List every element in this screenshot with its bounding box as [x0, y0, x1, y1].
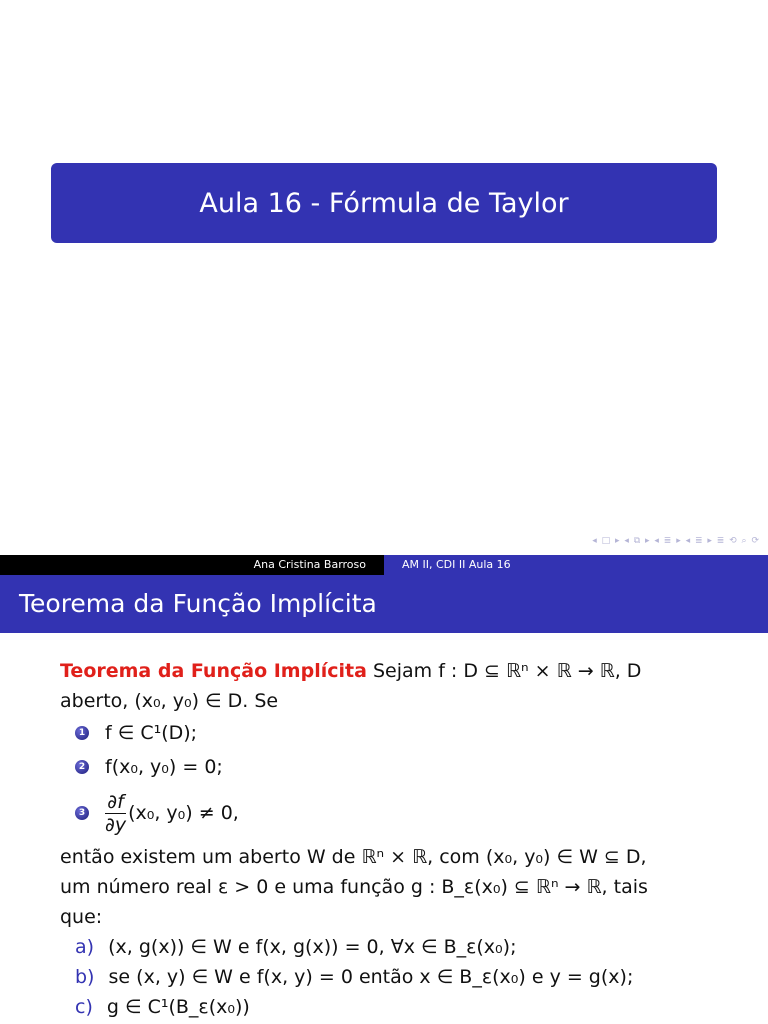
item-text: se (x, y) ∈ W e f(x, y) = 0 então x ∈ B_ε(x₀) e y = g(x); — [108, 966, 634, 988]
fraction-numerator: ∂f — [107, 790, 124, 813]
theorem-intro-line-2: aberto, (x₀, y₀) ∈ D. Se — [60, 690, 279, 712]
item-label: a) — [75, 936, 95, 958]
footer-course: AM II, CDI II Aula 16 — [384, 555, 768, 575]
enum-ball-icon: 1 — [75, 726, 89, 740]
enum-ball-icon: 3 — [75, 806, 89, 820]
enum-ball-icon: 2 — [75, 760, 89, 774]
hypothesis-text: (x₀, y₀) ≠ 0, — [128, 802, 239, 824]
hypothesis-list — [75, 716, 700, 842]
theorem-intro-line-1 — [60, 656, 700, 686]
conclusion-line-1: então existem um aberto W de ℝⁿ × ℝ, com (x₀, y₀) ∈ W ⊆ D, — [60, 846, 647, 868]
theorem-block — [60, 656, 700, 1022]
item-label: c) — [75, 996, 93, 1018]
conclusion-item — [75, 962, 700, 992]
theorem-name: Teorema da Função Implícita — [60, 660, 367, 682]
frame-title: Teorema da Função Implícita — [0, 575, 768, 633]
hypothesis-item — [75, 716, 700, 750]
conclusion-list — [75, 932, 700, 1022]
conclusion-item — [75, 992, 700, 1022]
footer-bar — [0, 555, 768, 575]
slide-title: Aula 16 - Fórmula de Taylor — [199, 187, 569, 219]
item-text: (x, g(x)) ∈ W e f(x, g(x)) = 0, ∀x ∈ B_ε(x₀); — [108, 936, 517, 958]
conclusion-line-2: um número real ε > 0 e uma função g : B_ε(x₀) ⊆ ℝⁿ → ℝ, tais — [60, 876, 648, 898]
item-text: g ∈ C¹(B_ε(x₀)) — [106, 996, 250, 1018]
fraction-denominator: ∂y — [105, 813, 127, 836]
footer-author: Ana Cristina Barroso — [0, 555, 384, 575]
item-label: b) — [75, 966, 95, 988]
conclusion-line-3: que: — [60, 906, 103, 928]
theorem-intro-text: Sejam f : D ⊆ ℝⁿ × ℝ → ℝ, D — [372, 660, 642, 682]
hypothesis-item — [75, 750, 700, 784]
navigation-symbols[interactable]: ◂ □ ▸ ◂ ⧉ ▸ ◂ ≣ ▸ ◂ ≣ ▸ ≣ ⟲ ⌕ ⟳ — [592, 536, 760, 546]
title-banner — [51, 163, 717, 243]
hypothesis-text: f ∈ C¹(D); — [105, 722, 198, 744]
hypothesis-text: f(x₀, y₀) = 0; — [105, 756, 223, 778]
conclusion-item — [75, 932, 700, 962]
hypothesis-item — [75, 784, 700, 842]
partial-derivative-fraction — [105, 791, 126, 836]
beamer-navigation-icons[interactable] — [592, 536, 760, 546]
